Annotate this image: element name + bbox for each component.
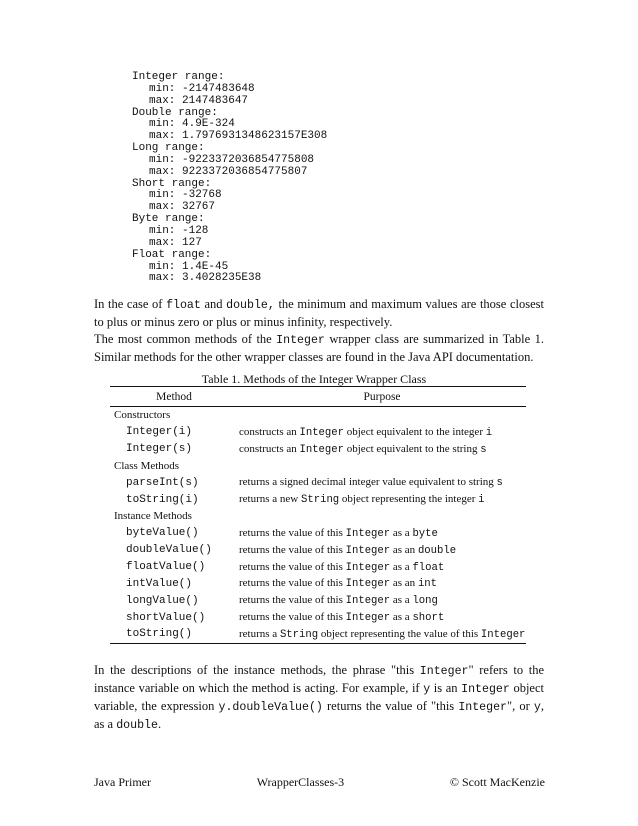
method-name: shortValue() <box>126 611 206 624</box>
inline-code: byte <box>412 527 438 540</box>
text: The most common methods of the <box>94 332 277 346</box>
method-name: byteValue() <box>126 527 199 540</box>
paragraph-table-intro <box>94 331 544 366</box>
inline-code: Integer <box>299 443 344 456</box>
text: is an <box>430 681 462 695</box>
method-purpose <box>239 628 526 641</box>
method-name: floatValue() <box>126 561 206 574</box>
range-header: Integer range: <box>132 71 225 83</box>
text: " refers to the instance variable on which the method is acting. For example, if <box>94 663 544 695</box>
range-max: max: 3.4028235E38 <box>149 272 262 285</box>
inline-code: s <box>480 443 487 456</box>
table-body <box>110 407 526 643</box>
inline-code: Integer <box>299 426 344 439</box>
inline-code: int <box>417 578 438 591</box>
range-min: min: 1.4E-45 <box>149 260 229 273</box>
text: , as a <box>94 699 545 731</box>
footer-right: © Scott MacKenzie <box>449 775 545 789</box>
text: returns the value of this <box>239 611 346 624</box>
table-row <box>110 491 526 508</box>
inline-code: i <box>485 426 493 439</box>
page-footer <box>94 775 545 790</box>
range-max: max: 2147483647 <box>149 94 249 107</box>
range-header: Byte range: <box>132 213 205 226</box>
text: as a <box>390 611 413 624</box>
text: returns a <box>239 627 280 640</box>
range-header: Double range: <box>132 106 218 119</box>
text: returns a new <box>239 493 302 506</box>
inline-code: double <box>116 719 158 732</box>
method-purpose <box>239 426 526 439</box>
table-row <box>110 424 526 441</box>
method-purpose <box>239 561 526 574</box>
inline-code: double <box>417 544 457 557</box>
text: object variable, the expression <box>94 681 544 713</box>
inline-code: Integer <box>458 701 508 714</box>
method-name: toString() <box>126 628 193 641</box>
inline-code: y <box>423 683 431 696</box>
text: ", or <box>507 699 534 713</box>
text: constructs an <box>239 425 300 438</box>
table-row <box>110 441 526 458</box>
method-name: Integer(s) <box>126 443 193 456</box>
table-row <box>110 575 526 592</box>
code-float: float <box>166 299 201 312</box>
footer-center: WrapperClasses-3 <box>256 775 345 789</box>
table-row <box>110 525 526 542</box>
header-method: Method <box>156 390 192 403</box>
code-double: double, <box>226 299 275 312</box>
text: returns the value of this <box>239 543 346 556</box>
text: object equivalent to the integer <box>344 425 486 438</box>
method-purpose <box>239 577 526 590</box>
paragraph-float-double <box>94 296 544 331</box>
code-integer: Integer <box>276 334 325 347</box>
method-purpose <box>239 611 526 624</box>
inline-code: Integer <box>345 527 391 540</box>
inline-code: y.doubleValue() <box>218 701 323 714</box>
text: as an <box>390 577 418 590</box>
text: object representing the integer <box>339 493 479 506</box>
method-purpose <box>239 594 526 607</box>
range-header: Long range: <box>132 142 205 155</box>
text: as an <box>390 543 418 556</box>
inline-code: Integer <box>345 561 391 574</box>
table-header <box>110 387 526 406</box>
method-purpose <box>239 476 526 489</box>
inline-code: short <box>412 612 445 625</box>
method-name: intValue() <box>126 577 193 590</box>
text: object equivalent to the string <box>344 442 481 455</box>
text: returns the value of this <box>239 526 346 539</box>
table-group-label: Constructors <box>114 409 171 422</box>
method-purpose <box>239 527 526 540</box>
table-group-label: Class Methods <box>114 459 180 472</box>
range-header: Short range: <box>132 177 212 190</box>
table-group-label: Instance Methods <box>114 510 192 523</box>
inline-code: String <box>279 628 319 641</box>
text: object representing the value of this <box>318 627 481 640</box>
text: returns the value of "this <box>322 699 459 713</box>
methods-table <box>110 386 526 644</box>
method-purpose <box>239 544 526 557</box>
range-header: Float range: <box>132 248 212 261</box>
text: wrapper class are summarized in Table 1. Similar methods for the other wrapper classes are found in the Java API documentation. <box>94 332 544 364</box>
text: and <box>200 297 227 311</box>
text: as a <box>390 594 413 607</box>
table-row <box>110 609 526 626</box>
paragraph-instance-methods <box>94 662 544 734</box>
inline-code: long <box>412 595 438 608</box>
range-min: min: -128 <box>149 224 209 237</box>
range-max: max: 9223372036854775807 <box>149 165 308 178</box>
method-name: doubleValue() <box>126 544 212 557</box>
text: returns the value of this <box>239 577 346 590</box>
inline-code: Integer <box>345 544 391 557</box>
inline-code: s <box>496 477 503 490</box>
table-row <box>110 592 526 609</box>
table-caption: Table 1. Methods of the Integer Wrapper Class <box>201 372 427 386</box>
method-name: longValue() <box>126 594 199 607</box>
range-min: min: -2147483648 <box>149 82 255 95</box>
inline-code: Integer <box>345 595 391 608</box>
text: . <box>157 717 162 731</box>
method-purpose <box>239 443 526 456</box>
table-row <box>110 474 526 491</box>
range-min: min: 4.9E-324 <box>149 118 235 131</box>
method-name: parseInt(s) <box>126 476 199 489</box>
text: returns the value of this <box>239 594 346 607</box>
method-name: toString(i) <box>126 493 199 506</box>
text: returns the value of this <box>239 560 346 573</box>
text: In the descriptions of the instance methods, the phrase "this <box>94 663 420 677</box>
inline-code: String <box>301 494 340 507</box>
text: In the case of <box>94 297 167 311</box>
code-output-block <box>132 72 327 285</box>
footer-left: Java Primer <box>94 775 151 789</box>
table-row <box>110 559 526 576</box>
paragraph-instance-methods-text <box>94 663 544 731</box>
inline-code: Integer <box>345 578 391 591</box>
method-purpose <box>239 493 526 506</box>
inline-code: Integer <box>345 612 391 625</box>
table-row <box>110 542 526 559</box>
inline-code: y <box>533 701 541 714</box>
range-min: min: -9223372036854775808 <box>149 153 315 166</box>
inline-code: float <box>412 561 445 574</box>
range-max: max: 32767 <box>149 201 216 214</box>
text: as a <box>390 526 413 539</box>
range-max: max: 127 <box>149 236 202 249</box>
range-max: max: 1.7976931348623157E308 <box>149 130 328 143</box>
method-name: Integer(i) <box>126 426 193 439</box>
text: as a <box>390 560 413 573</box>
inline-code: Integer <box>461 683 510 696</box>
text: constructs an <box>239 442 300 455</box>
text: returns a signed decimal integer value equivalent to string <box>239 476 497 489</box>
table-bottom-rule <box>110 643 526 644</box>
range-min: min: -32768 <box>149 189 222 202</box>
text: the minimum and maximum values are those closest to plus or minus zero or plus or minus infinity, respectively. <box>94 297 544 329</box>
header-purpose: Purpose <box>363 390 401 403</box>
table-row <box>110 626 526 643</box>
inline-code: i <box>478 494 485 507</box>
inline-code: Integer <box>480 628 526 641</box>
inline-code: Integer <box>419 665 469 678</box>
